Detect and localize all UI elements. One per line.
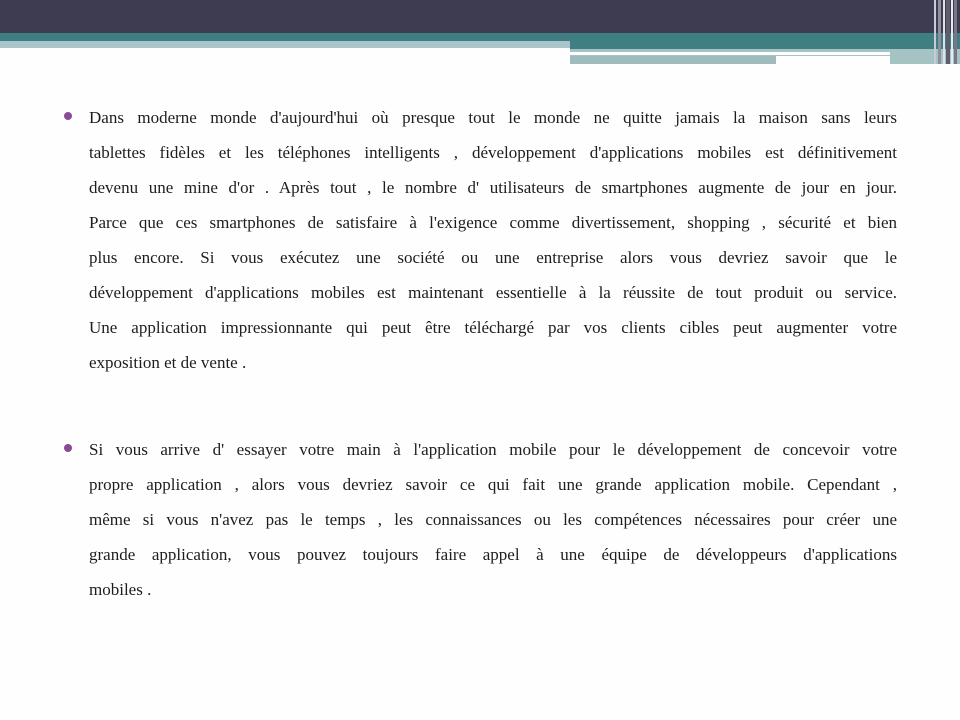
header-teal-bar-right [570,33,960,49]
header-white-stripe [570,52,890,55]
slide-body [60,100,900,607]
text-line: mobiles . [89,580,152,599]
header-dark-bar [0,0,960,33]
text-line: même si vous n'avez pas le temps , les connaissances ou les compétences nécessaires pour créer une [89,510,897,529]
text-line: grande application, vous pouvez toujours faire appel à une équipe de développeurs d'applications [89,545,897,564]
bullet-paragraph-1 [60,100,900,380]
header-vertical-stripe [946,0,950,64]
slide-title [30,60,910,102]
text-line: développement d'applications mobiles est maintenant essentielle à la réussite de tout produit ou service. [89,283,897,302]
header-vertical-stripe [954,0,957,64]
text-line: devenu une mine d'or . Après tout , le nombre d' utilisateurs de smartphones augmente de jour en jour. [89,178,897,197]
bullet-icon [64,112,72,120]
header-light-bar-left [0,41,570,48]
text-line: plus encore. Si vous exécutez une société ou une entreprise alors vous devriez savoir que le [89,248,897,267]
header-vertical-stripe [934,0,936,64]
header-vertical-stripe [943,0,945,64]
text-line: Parce que ces smartphones de satisfaire à l'exigence comme divertissement, shopping , sécurité et bien [89,213,897,232]
text-line: Si vous arrive d' essayer votre main à l'application mobile pour le développement de concevoir votre [89,440,897,459]
bullet-icon [64,444,72,452]
bullet-paragraph-2 [60,432,900,607]
text-line: tablettes fidèles et les téléphones intelligents , développement d'applications mobiles est définitivement [89,143,897,162]
text-line: Dans moderne monde d'aujourd'hui où presque tout le monde ne quitte jamais la maison sans leurs [89,108,897,127]
text-line: Une application impressionnante qui peut être téléchargé par vos clients cibles peut augmenter votre [89,318,897,337]
text-line: exposition et de vente . [89,353,247,372]
header-vertical-stripe [951,0,953,64]
text-line: propre application , alors vous devriez savoir ce qui fait une grande application mobile. Cependant , [89,475,897,494]
header-vertical-stripe [938,0,941,64]
